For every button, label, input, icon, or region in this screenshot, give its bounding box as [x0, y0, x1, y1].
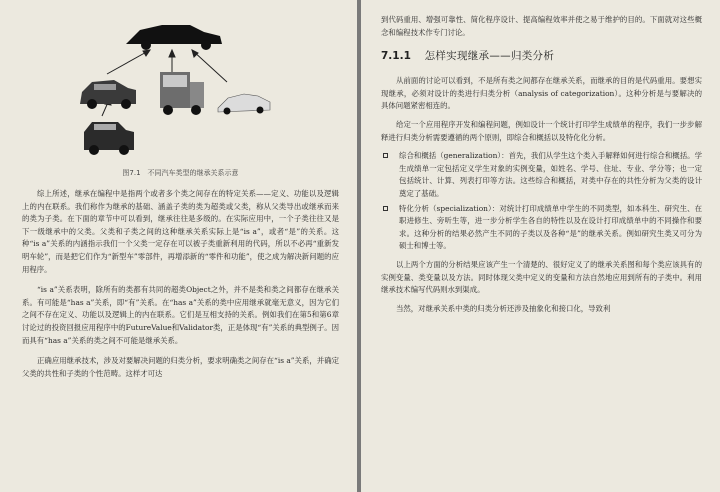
section-title: 怎样实现继承——归类分析 [424, 50, 555, 63]
car-inheritance-figure [22, 12, 339, 162]
bullet-text: 特化分析（specialization）：对统计打印成绩单中学生的不同类型，如本科生、研究生、在职进修生、旁听生等，进一步分析学生各自的特性以及在设计打印成绩单中的不同操作和要求。这种分析的结果必然产生不同的子类以及各种“是”的继承关系。例如研究生类又可分为硕士和博士等。 [399, 203, 702, 251]
sports-car-icon [218, 94, 270, 115]
car-diagram [22, 12, 339, 162]
square-bullet-icon [383, 153, 388, 158]
right-paragraph-4: 当然，对继承关系中类的归类分析还涉及抽象化和接口化，导致利 [396, 303, 611, 313]
right-paragraph-1: 从前面的讨论可以看到，不是所有类之间都存在继承关系，而继承的目的是代码重用。要想实现继承，必须对设计的类进行归类分析（analysis of categorization）。这种分析是与要解决的具体问题紧密相连的。 [381, 76, 702, 111]
bullet-item-specialization [381, 203, 702, 253]
section-heading [381, 48, 702, 63]
section-number: 7.1.1 [381, 50, 411, 63]
square-bullet-icon [383, 206, 388, 211]
generic-car-icon [126, 25, 222, 50]
right-paragraph-3: 以上两个方面的分析结果应该产生一个清楚的、很好定义了的继承关系图和每个类应该具有的实例变量、类变量以及方法。同时体现父类中定义的变量和方法自然地应用到所有的子类中。利用继承技术编写代码则水到渠成。 [381, 259, 702, 295]
left-paragraph-3: 正确应用继承技术，涉及对要解决问题的归类分析，要求明确类之间存在“is a”关系，并确定父类的共性和子类的个性范畴。这样才可达 [22, 356, 339, 378]
left-paragraph-1: 综上所述，继承在编程中是指两个或者多个类之间存在的特定关系——定义、功能以及逻辑上的内在联系。我们称作为继承的基础、涵盖子类的类为超类或父类，称从父类导出或继承而来的类为子类。在下面的章节中可以看到，继承往往是多级的。在实际应用中，一个子类往往又是下一级继承中的父类。父类和子类之间的这种继承关系实际上是“is a”，或者“是”的关系。这种“is a”关系的内涵指示我们一个父类一定存在可以被子类重新利用的代码，所以不必再“重新发明车轮”，而是把它们作为“新型车”零部件，再增添新的“零件和功能”，使之成为解决新问题的应用程序。 [22, 189, 339, 274]
bullet-list [381, 150, 702, 253]
truck-icon [160, 72, 204, 115]
figure-caption: 图7.1 不同汽车类型的继承关系示意 [122, 169, 239, 177]
right-paragraph-2: 给定一个应用程序开发和编程问题，例如设计一个统计打印学生成绩单的程序，我们一步步解释进行归类分析需要遵循的两个原则，即综合和概括以及特化化分析。 [381, 119, 702, 142]
bullet-text: 综合和概括（generalization）：首先，我们从学生这个类入手解释如何进行综合和概括。学生成绩单一定包括定义学生对象的实例变量，如姓名、学号、住址、专业、学分等；也一定包括统计、计算、列表打印等方法。这些综合和概括，对类中存在的共性分析为父类的设计奠定了基础。 [399, 151, 702, 198]
left-page [0, 0, 357, 492]
bullet-item-generalization [381, 150, 702, 200]
coupe-car-icon [84, 122, 134, 155]
right-top-paragraph: 到代码重用、增强可靠性、简化程序设计、提高编程效率并使之易于维护的目的。下面就对这些概念和编程技术作专门讨论。 [381, 15, 702, 37]
right-page [361, 0, 720, 492]
left-paragraph-2: “is a”关系表明，除所有的类都有共同的超类Object之外，并不是类和类之间都存在继承关系。有可能是“has a”关系，即“有”关系。在“has a”关系的类中应用继承就毫无意义，因为它们之间不存在定义、功能以及逻辑上的内在联系。它们是互相支持的关系。例如我们在第5和第6章讨论过的投资回报应用程序中的FutureValue和Validator类，正是体现“有”关系的典型例子。因而具有“has a”关系的类之间不可能是继承关系。 [22, 285, 339, 345]
